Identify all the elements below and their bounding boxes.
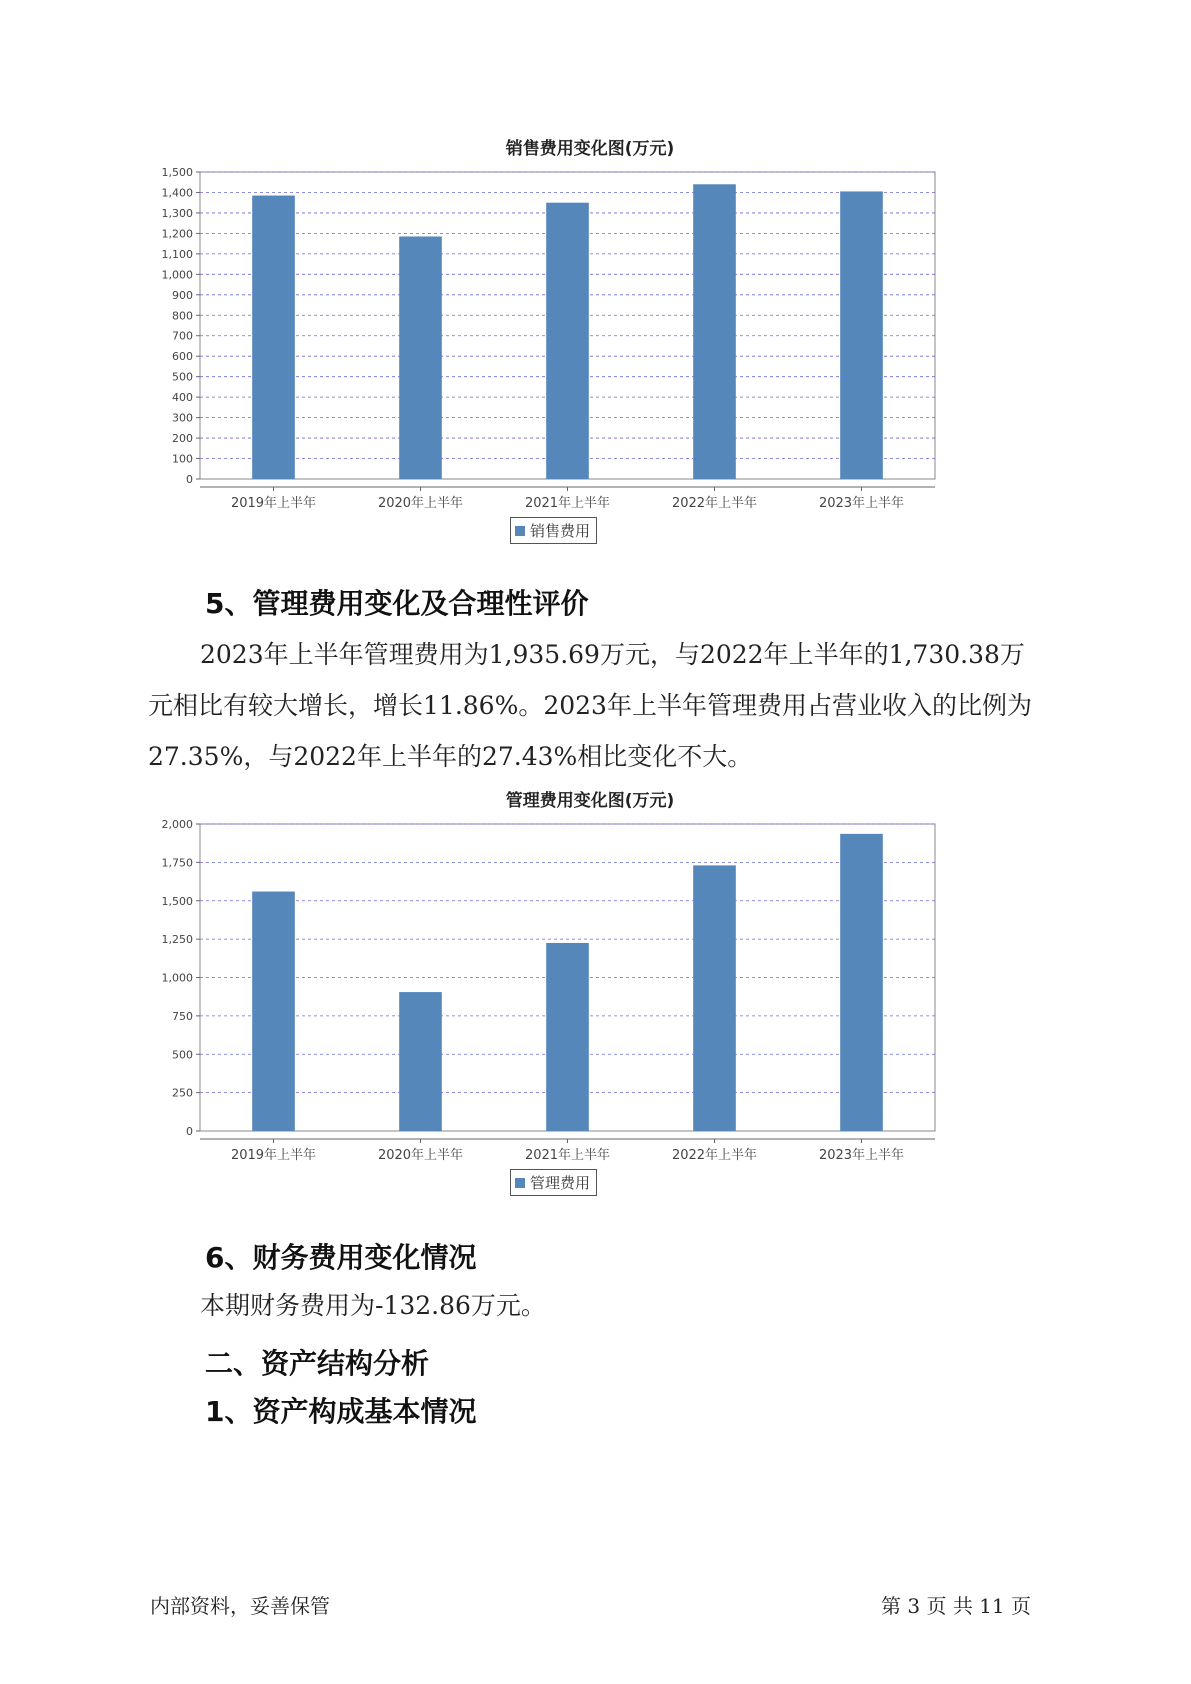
bar	[252, 196, 295, 479]
chart-plot	[150, 818, 1030, 1188]
chart-legend	[510, 517, 597, 544]
y-tick-label: 0	[186, 473, 193, 486]
y-tick-label: 1,500	[161, 166, 193, 179]
y-tick-label: 1,200	[161, 227, 193, 241]
section-6-heading: 6、财务费用变化情况	[205, 1241, 477, 1274]
y-tick-label: 400	[172, 391, 193, 405]
chart-title: 管理费用变化图(万元)	[505, 791, 675, 811]
y-tick-label: 750	[172, 1009, 193, 1023]
bar	[546, 943, 589, 1131]
chart-legend	[510, 1169, 597, 1196]
y-tick-label: 1,500	[161, 894, 193, 908]
section-5-paragraph	[148, 629, 1048, 782]
y-tick-label: 1,000	[161, 268, 193, 282]
x-tick-label: 2022年上半年	[671, 1148, 758, 1163]
y-tick-label: 1,000	[161, 971, 193, 985]
legend-swatch	[515, 526, 525, 536]
x-tick-label: 2019年上半年	[230, 1148, 317, 1163]
bar	[840, 191, 883, 479]
x-tick-label: 2021年上半年	[524, 1148, 611, 1163]
sales-expense-chart	[150, 130, 1030, 550]
footer-left: 内部资料，妥善保管	[150, 1594, 330, 1618]
admin-expense-chart	[150, 782, 1030, 1202]
y-tick-label: 1,400	[161, 186, 193, 200]
section-5-heading: 5、管理费用变化及合理性评价	[205, 587, 589, 620]
legend-label: 销售费用	[530, 522, 591, 540]
y-tick-label: 500	[172, 1048, 193, 1062]
bar	[399, 236, 442, 479]
y-tick-label: 1,750	[161, 856, 193, 870]
y-tick-label: 100	[172, 452, 193, 466]
y-tick-label: 500	[172, 370, 193, 384]
y-tick-label: 600	[172, 350, 193, 364]
y-tick-label: 2,000	[161, 818, 193, 831]
x-tick-label: 2020年上半年	[377, 496, 464, 511]
y-tick-label: 800	[172, 309, 193, 323]
y-tick-label: 1,100	[161, 247, 193, 261]
bar	[546, 203, 589, 479]
y-tick-label: 1,300	[161, 206, 193, 220]
bar	[252, 892, 295, 1131]
x-tick-label: 2020年上半年	[377, 1148, 464, 1163]
chart-title: 销售费用变化图(万元)	[505, 139, 675, 159]
bar	[840, 834, 883, 1131]
bar	[693, 184, 736, 479]
x-tick-label: 2023年上半年	[818, 1148, 905, 1163]
y-tick-label: 700	[172, 329, 193, 343]
y-tick-label: 1,250	[161, 933, 193, 947]
section-two-heading: 二、资产结构分析	[205, 1347, 430, 1380]
section-6-text: 本期财务费用为-132.86万元。	[200, 1291, 546, 1320]
x-tick-label: 2021年上半年	[524, 496, 611, 511]
x-tick-label: 2023年上半年	[818, 496, 905, 511]
y-tick-label: 0	[186, 1125, 193, 1138]
y-tick-label: 250	[172, 1086, 193, 1100]
x-tick-label: 2022年上半年	[671, 496, 758, 511]
y-tick-label: 200	[172, 432, 193, 446]
y-tick-label: 300	[172, 411, 193, 425]
y-tick-label: 900	[172, 288, 193, 302]
legend-swatch	[515, 1178, 525, 1188]
section-two-subheading: 1、资产构成基本情况	[205, 1395, 477, 1428]
footer-page-number: 第 3 页 共 11 页	[881, 1594, 1031, 1618]
legend-label: 管理费用	[530, 1174, 591, 1192]
bar	[399, 992, 442, 1131]
section-6-paragraph	[148, 1280, 1048, 1331]
bar	[693, 865, 736, 1131]
chart-plot	[150, 166, 1030, 536]
x-tick-label: 2019年上半年	[230, 496, 317, 511]
section-5-text: 2023年上半年管理费用为1,935.69万元，与2022年上半年的1,730.38万元相比有较大增长，增长11.86%。2023年上半年管理费用占营业收入的比例为27.35%，与2022年上半年的27.43%相比变化不大。	[148, 640, 1032, 771]
